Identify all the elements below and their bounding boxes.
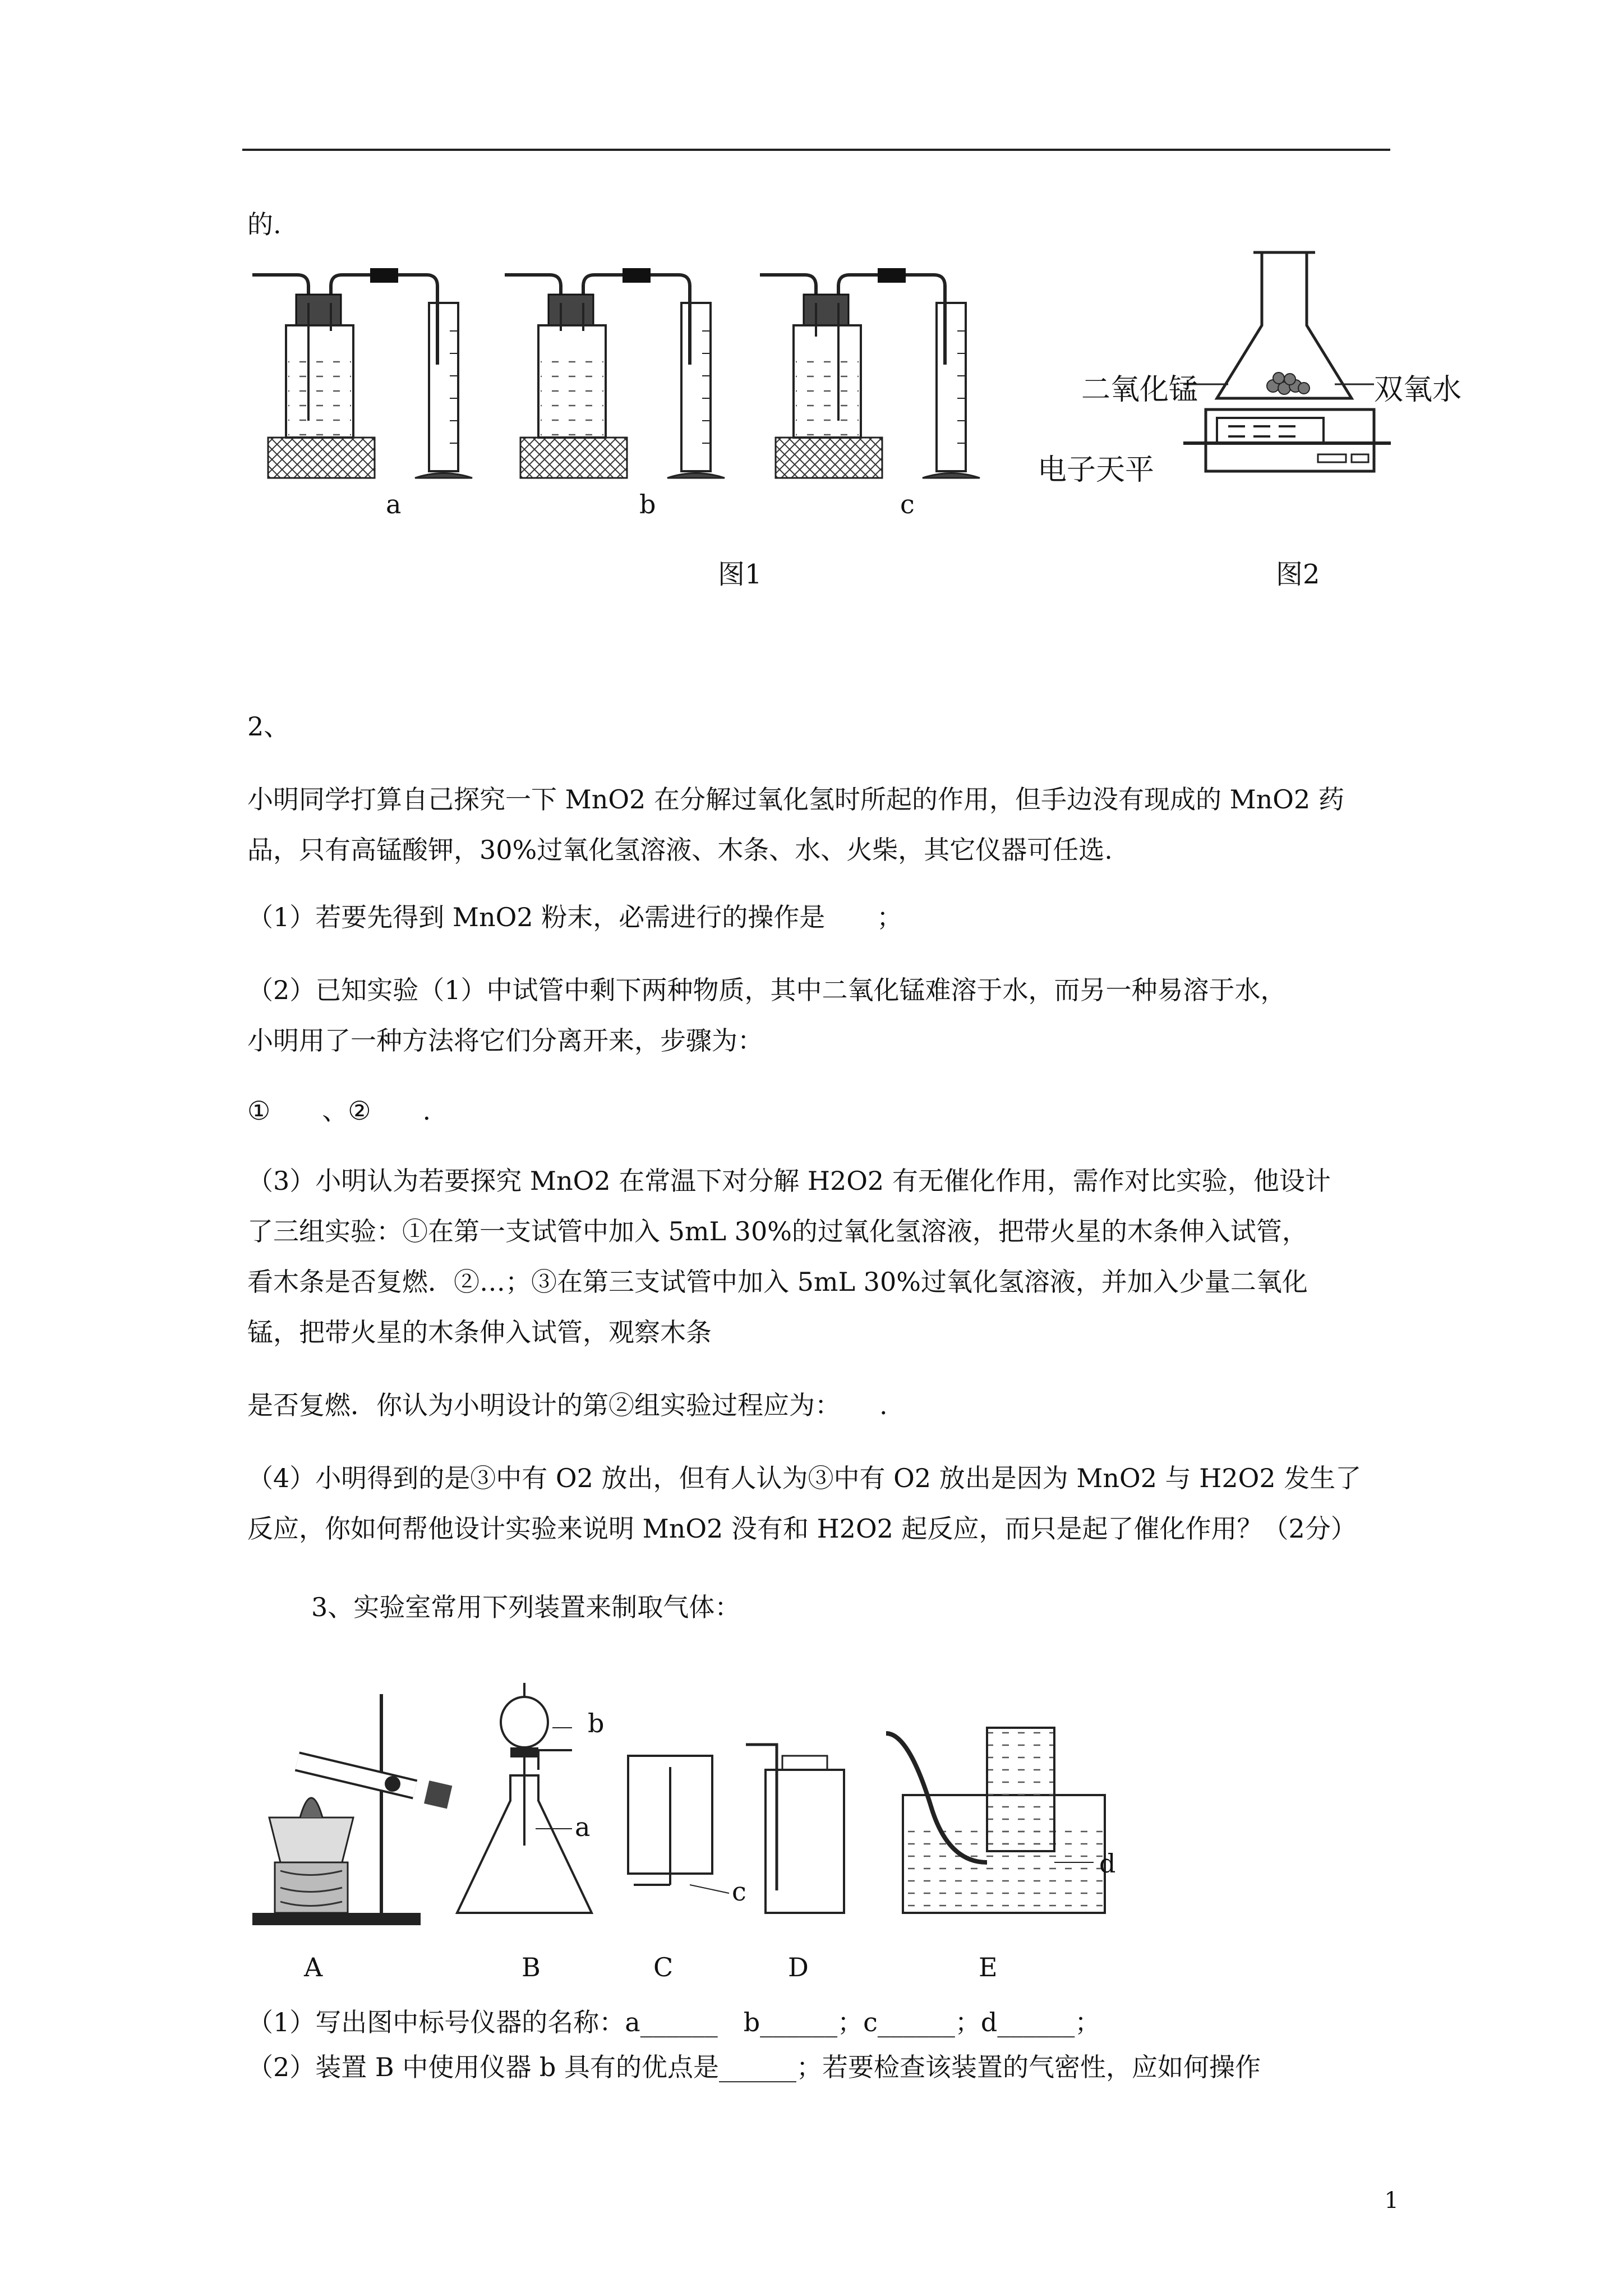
q2-part2-line2: 小明用了一种方法将它们分离开来，步骤为： [247, 1025, 763, 1056]
apparatus-b [505, 268, 725, 478]
top-fragment: 的. [247, 209, 282, 240]
q2-part3-line4: 锰，把带火星的木条伸入试管，观察木条 [247, 1317, 712, 1347]
q2-part3-line5: 是否复燃．你认为小明设计的第②组实验过程应为： . [247, 1390, 888, 1420]
figure2-caption: 图2 [1276, 559, 1320, 590]
q2-part4-line1: （4）小明得到的是③中有 O2 放出，但有人认为③中有 O2 放出是因为 MnO2 与 H2O2 发生了 [247, 1463, 1362, 1493]
header-rule [242, 149, 1390, 151]
q2-part1: （1）若要先得到 MnO2 粉末，必需进行的操作是 ； [247, 902, 903, 932]
q3-part2: （2）装置 B 中使用仪器 b 具有的优点是______；若要检查该装置的气密性，应如何操作 [247, 2052, 1261, 2082]
q2-part3-line2: 了三组实验：①在第一支试管中加入 5mL 30%的过氧化氢溶液，把带火星的木条伸入试管， [247, 1216, 1308, 1246]
callout-c: c [732, 1876, 746, 1907]
apparatus-C [628, 1756, 729, 1893]
figure1-apparatus [247, 252, 976, 488]
apparatus-a [252, 268, 472, 478]
figure2-label-mno2: 二氧化锰 [1081, 373, 1198, 407]
q2-part4-line2: 反应，你如何帮他设计实验来说明 MnO2 没有和 H2O2 起反应，而只是起了催化作用？（2分） [247, 1513, 1357, 1544]
label-C: C [653, 1952, 674, 1982]
callout-b: b [588, 1708, 605, 1738]
apparatus-D [746, 1745, 844, 1913]
figure1-label-b: b [639, 489, 656, 519]
label-E: E [979, 1952, 998, 1982]
figure2-apparatus [1183, 241, 1408, 488]
q2-part2-steps: ① 、② . [247, 1096, 431, 1126]
apparatus-c [760, 268, 980, 478]
figure1-caption: 图1 [718, 559, 762, 590]
q2-number: 2、 [247, 711, 290, 742]
q2-part2-line1: （2）已知实验（1）中试管中剩下两种物质，其中二氧化锰难溶于水，而另一种易溶于水， [247, 975, 1287, 1005]
page-number: 1 [1384, 2188, 1399, 2214]
label-D: D [788, 1952, 809, 1982]
apparatus-A [252, 1694, 452, 1925]
q2-intro-line1: 小明同学打算自己探究一下 MnO2 在分解过氧化氢时所起的作用，但手边没有现成的 MnO2 药 [247, 784, 1344, 815]
q3-heading: 3、实验室常用下列装置来制取气体： [311, 1592, 741, 1622]
apparatus-E [886, 1728, 1105, 1913]
label-A: A [304, 1952, 323, 1982]
q2-intro-line2: 品，只有高锰酸钾，30%过氧化氢溶液、木条、水、火柴，其它仪器可任选. [247, 835, 1113, 865]
figure2-label-h2o2: 双氧水 [1374, 373, 1462, 407]
figure1-label-a: a [386, 489, 402, 519]
q2-part3-line1: （3）小明认为若要探究 MnO2 在常温下对分解 H2O2 有无催化作用，需作对比实验，他设计 [247, 1166, 1331, 1196]
q2-part3-line3: 看木条是否复燃．②…；③在第三支试管中加入 5mL 30%过氧化氢溶液，并加入少量二氧化 [247, 1267, 1308, 1297]
figure2-label-balance: 电子天平 [1038, 453, 1155, 487]
callout-a: a [575, 1812, 591, 1842]
callout-d: d [1099, 1848, 1116, 1879]
apparatus-B [457, 1683, 592, 1913]
label-B: B [522, 1952, 541, 1982]
q3-part1: （1）写出图中标号仪器的名称：a______ b______；c______；d______； [247, 2007, 1101, 2037]
q3-apparatus [247, 1677, 1166, 1941]
figure1-label-c: c [900, 489, 915, 519]
